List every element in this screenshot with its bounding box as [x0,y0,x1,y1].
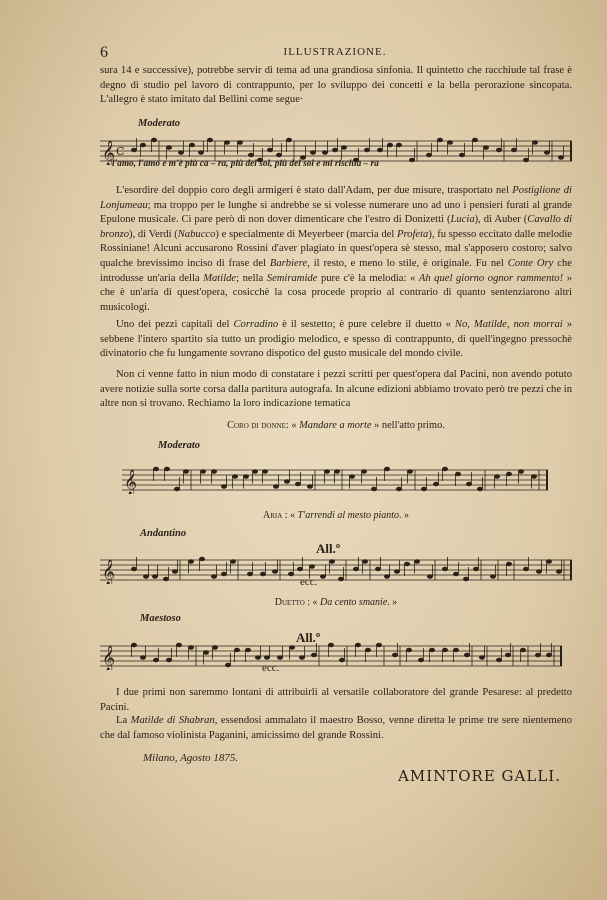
note-head [396,143,401,147]
text-run: ; ma troppo per le lunghe si andrebbe se si volesse numerare uno ad uno i pensieri furati al grande Epulone musicale. Ci pare però di non dover dimenticare che l'estro di Donizetti ( [100,199,572,226]
note-head [310,151,315,155]
note-head [535,653,540,657]
caption-duetto [100,597,572,608]
note-head [442,467,447,471]
lyrics-line-1: l'amo, l'amo e m'è più ca – ra, più del sol, più del sol e mi rischia – ra [112,159,379,169]
note-head [442,648,447,652]
note-head [407,470,412,474]
note-head [295,482,300,486]
note-head [384,575,389,579]
note-head [297,567,302,571]
note-head [518,470,523,474]
note-head [164,467,169,471]
note-head [324,470,329,474]
note-head [203,651,208,655]
note-head [353,567,358,571]
note-head [172,570,177,574]
text-run: , il resto, e meno lo stile, è originale. Fu nel [307,257,508,269]
note-head [232,475,237,479]
note-head [455,472,460,476]
note-head [225,663,230,667]
tempo-marking-2: Moderato [158,440,200,451]
note-head [384,467,389,471]
note-head [404,562,409,566]
note-head [453,648,458,652]
note-head [494,475,499,479]
italic-title: Corradino [233,319,279,330]
page-header [100,44,570,62]
note-head [284,480,289,484]
note-head [131,643,136,647]
note-head [237,141,242,145]
note-head [247,572,252,576]
note-head [332,148,337,152]
music-staff-4 [100,642,562,670]
note-head [329,560,334,564]
note-head [463,577,468,581]
paragraph-intro: sura 14 e successive), potrebbe servir di tema ad una grandiosa sinfonia. Il quintetto che racchiude tal frase è degno di studio pel lavoro di contrappunto, per lo sviluppo dei concetti e la bella perorazione sincopata. L'allegro è stato imitato dal Bellini come segue· [100,65,572,106]
note-head [221,485,226,489]
note-head [375,567,380,571]
note-head [490,575,495,579]
note-head [288,572,293,576]
svg-text:𝄞: 𝄞 [102,560,116,584]
music-staff-3 [100,556,572,584]
note-head [341,146,346,150]
text-run: ), di Verdi ( [129,228,178,240]
note-head [355,643,360,647]
note-head [276,153,281,157]
note-head [178,151,183,155]
note-head [320,575,325,579]
text-run: : « [282,510,298,521]
note-head [245,648,250,652]
text-run: L'esordire del doppio coro degli armigeri è stato dall'Adam, per due misure, trasportato nel [116,185,513,196]
note-head [328,643,333,647]
note-head [362,560,367,564]
tempo-marking-4: Maestoso [140,613,181,624]
note-head [414,560,419,564]
note-head [140,656,145,660]
tempo-marking-1: Moderato [138,118,180,129]
note-head [255,656,260,660]
note-head [536,570,541,574]
note-head [198,151,203,155]
note-head [505,653,510,657]
text-run: ; nella [236,272,267,284]
text-run: che introdusse un'aria della [100,257,572,284]
note-head [153,658,158,662]
note-head [466,482,471,486]
note-head [212,646,217,650]
note-head [427,575,432,579]
note-head [200,470,205,474]
text-run: » nell'atto primo. [371,420,445,431]
note-head [131,148,136,152]
italic-title: Matilde di Shabran [130,715,215,726]
ecc-mark-3: ecc. [300,576,318,588]
note-head [531,475,536,479]
text-run: . » [387,597,398,608]
note-head [377,148,382,152]
note-head [361,470,366,474]
caption-label: Coro di donne [227,420,286,431]
note-head [442,567,447,571]
note-head [421,487,426,491]
text-run: Uno dei pezzi capitali del [116,319,234,330]
note-head [506,472,511,476]
text-run: » sebbene l'intero spartito sia tutto un prodigio melodico, e spesso di contrappunto, di quell'ingegno pressochè divinatorio che fu lungamente sovrano dispotico del gusto musicale del mondo civile. [100,319,572,360]
note-head [459,153,464,157]
note-head [174,487,179,491]
note-head [334,470,339,474]
music-staff-2 [122,466,548,494]
svg-text:𝄞: 𝄞 [124,470,138,494]
note-head [433,482,438,486]
italic-title: Conte Ory [507,257,554,269]
text-run: è il sestetto; è pure celebre il duetto « [278,319,455,330]
text-run: , essendosi ammalato il maestro Bosso, venne diretta le prime tre sere nientemeno che dal famoso violinista Paganini, amicissimo del grande Rossini. [100,715,572,741]
note-head [483,146,488,150]
allegro-mark-4: All.º [296,630,321,645]
note-head [153,467,158,471]
note-head [394,570,399,574]
note-head [418,658,423,662]
note-head [376,643,381,647]
note-head [307,485,312,489]
note-head [272,570,277,574]
note-head [473,567,478,571]
note-head [188,646,193,650]
note-head [199,557,204,561]
note-head [309,565,314,569]
signoff-date: Milano, Agosto 1875. [143,752,239,764]
paragraph-attribution: I due primi non saremmo lontani di attribuirli al versatile collaboratore del grande Pesarese: al predetto Pacini. [100,687,572,713]
note-head [289,646,294,650]
note-head [252,470,257,474]
note-head [299,656,304,660]
note-head [140,143,145,147]
paragraph-shabran [100,714,572,743]
text-run: ), di Auber ( [474,214,528,226]
note-head [472,138,477,142]
text-run: : « [285,420,300,431]
note-head [248,153,253,157]
caption-coro [100,420,572,431]
tempo-marking-3: Andantino [140,528,187,539]
paragraph-pacini: Non ci venne fatto in niun modo di constatare i pezzi scritti per quest'opera dal Pacini, non avendo potuto avere notizie sulla sorte corsa dalla partitura autografa. In alcune edizioni abbiamo trovato però tre pezzi che in altre non si trovano. Rechiamo la loro indicazione tematica [100,369,572,410]
ecc-mark-4: ecc. [262,662,280,674]
note-head [262,470,267,474]
note-head [546,560,551,564]
note-head [426,153,431,157]
italic-title: Matilde [203,272,237,284]
note-head [166,146,171,150]
running-title: ILLUSTRAZIONE. [283,46,387,58]
note-head [211,470,216,474]
note-head [365,648,370,652]
note-head [464,653,469,657]
svg-text:𝄞: 𝄞 [102,141,116,165]
italic-title: Profeta [396,228,429,240]
note-head [364,148,369,152]
text-run: » che è un'aria di quest'opera, cosicchè la cosa procede proprio al contrario di quanto sentenziarono altri musicologi. [100,272,572,313]
italic-title: Postiglione di Lonjumeau [100,185,572,211]
text-run: La [116,715,131,726]
italic-title: Semiramide [266,272,318,284]
caption-title: Da cento smanie [320,597,388,608]
text-run: : « [304,597,321,608]
note-head [260,572,265,576]
note-head [520,648,525,652]
note-head [188,560,193,564]
note-head [267,148,272,152]
italic-quote: Ah quel giorno ognor rammento! [418,272,564,284]
note-head [437,138,442,142]
note-head [143,575,148,579]
note-head [166,658,171,662]
note-head [230,560,235,564]
note-head [453,572,458,576]
note-head [207,138,212,142]
note-head [523,567,528,571]
note-head [387,143,392,147]
text-run: . » [399,510,410,521]
caption-title: T'arrendi al mesto pianto [297,510,400,521]
note-head [163,577,168,581]
italic-title: Cavallo di bronzo [100,214,573,240]
svg-text:C: C [116,145,125,158]
note-head [546,653,551,657]
note-head [406,648,411,652]
caption-label: Aria [262,510,283,521]
note-head [496,658,501,662]
paragraph-esordire [100,184,572,315]
note-head [511,148,516,152]
note-head [176,643,181,647]
note-head [506,562,511,566]
caption-title: Mandare a morte [299,420,372,431]
italic-title: Barbiere [269,257,308,269]
caption-label: Duetto [274,597,305,608]
paragraph-corradino [100,318,572,362]
note-head [429,648,434,652]
note-head [189,143,194,147]
text-run: ) e specialmente di Meyerbeer (marcia del [215,228,397,240]
note-head [349,475,354,479]
note-head [131,567,136,571]
text-run: pure c'è la melodia: « [317,272,419,284]
note-head [371,487,376,491]
note-head [477,487,482,491]
note-head [544,151,549,155]
note-head [338,577,343,581]
note-head [286,138,291,142]
note-head [243,475,248,479]
note-head [532,141,537,145]
svg-text:𝄞: 𝄞 [102,646,116,670]
note-head [273,485,278,489]
page-number: 6 [100,44,108,61]
note-head [447,141,452,145]
note-head [183,470,188,474]
note-head [396,487,401,491]
allegro-mark-3: All.º [316,541,341,556]
note-head [392,653,397,657]
note-head [224,141,229,145]
italic-quote: No, Matilde, non morrai [454,319,563,330]
note-head [339,658,344,662]
note-head [151,138,156,142]
caption-aria [100,510,572,521]
note-head [277,656,282,660]
note-head [264,656,269,660]
note-head [311,653,316,657]
note-head [211,575,216,579]
author-signature: AMINTORE GALLI. [398,767,561,785]
italic-title: Lucia [450,214,475,226]
note-head [221,572,226,576]
note-head [496,148,501,152]
note-head [234,648,239,652]
note-head [322,151,327,155]
note-head [152,575,157,579]
note-head [556,570,561,574]
italic-title: Nabucco [177,228,216,240]
note-head [479,656,484,660]
text-run: ), fu spesso eccitato dalle melodie Rossiniane! Alcuni accusarono Rossini d'aver plagiato in quest'opera sè stesso, mal s'apposero costoro; salvo qualche brevissimo inciso di frase del [100,228,572,269]
